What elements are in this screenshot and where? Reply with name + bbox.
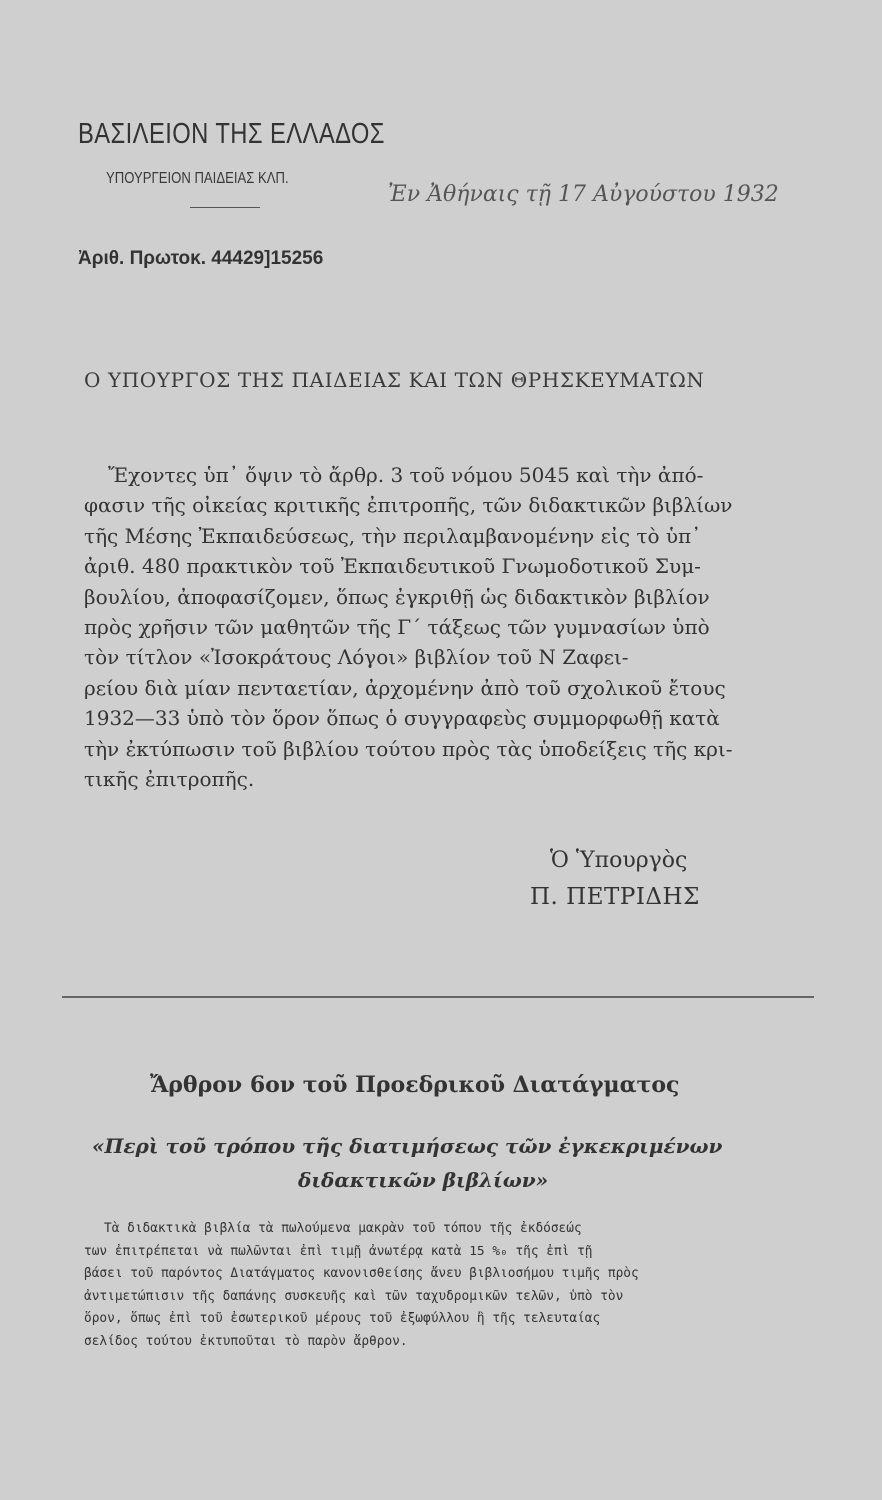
body-line: ρείου διὰ μίαν πενταετίαν, ἀρχομένην ἀπὸ τοῦ σχολικοῦ ἔτους xyxy=(84,675,726,700)
body-line: τῆς Μέσης Ἐκπαιδεύσεως, τὴν περιλαμβανομένην εἰς τὸ ὑπ᾽ xyxy=(84,523,702,548)
body-line: τὴν ἐκτύπωσιν τοῦ βιβλίου τούτου πρὸς τὰς ὑποδείξεις τῆς κρι- xyxy=(84,736,733,761)
body-line: τὸν τίτλον «Ἰσοκράτους Λόγοι» βιβλίον τοῦ Ν Ζαφει- xyxy=(84,645,629,670)
decree-body xyxy=(84,460,794,794)
signature-role: Ὁ Ὑπουργὸς xyxy=(550,848,688,873)
article-line: βάσει τοῦ παρόντος Διατάγματος κανονισθείσης ἄνευ βιβλιοσήμου τιμῆς πρὸς xyxy=(84,1266,639,1282)
body-line: Ἔχοντες ὑπ᾽ ὄψιν τὸ ἄρθρ. 3 τοῦ νόμου 5045 καὶ τὴν ἀπό- xyxy=(108,463,704,487)
body-line: φασιν τῆς οἰκείας κριτικῆς ἐπιτροπῆς, τῶν διδακτικῶν βιβλίων xyxy=(84,493,733,518)
ministry-name: ΥΠΟΥΡΓΕΙΟΝ ΠΑΙΔΕΙΑΣ ΚΛΠ. xyxy=(106,170,289,187)
decree-heading: Ο ΥΠΟΥΡΓΟΣ ΤΗΣ ΠΑΙΔΕΙΑΣ ΚΑΙ ΤΩΝ ΘΡΗΣΚΕΥΜΑΤΩΝ xyxy=(84,368,705,392)
body-line: τικῆς ἐπιτροπῆς. xyxy=(84,766,255,791)
article-line: ὅρον, ὅπως ἐπὶ τοῦ ἐσωτερικοῦ μέρους τοῦ ἐξωφύλλου ἢ τῆς τελευταίας xyxy=(84,1311,601,1327)
header-rule xyxy=(190,207,260,208)
article-line: ἀντιμετώπισιν τῆς δαπάνης συσκευῆς καὶ τῶν ταχυδρομικῶν τελῶν, ὑπὸ τὸν xyxy=(84,1288,624,1304)
kingdom-title: ΒΑΣΙΛΕΙΟΝ ΤΗΣ ΕΛΛΑΔΟΣ xyxy=(78,118,385,150)
article-subtitle-line2: διδακτικῶν βιβλίων» xyxy=(298,1168,549,1192)
article-line: σελίδος τούτου ἐκτυποῦται τὸ παρὸν ἄρθρον. xyxy=(84,1333,408,1349)
protocol-number: Ἀριθ. Πρωτοκ. 44429]15256 xyxy=(78,248,324,269)
article-line: των ἐπιτρέπεται νὰ πωλῶνται ἐπὶ τιμῇ ἀνωτέρᾳ κατὰ 15 %₀ τῆς ἐπὶ τῇ xyxy=(84,1243,593,1259)
body-line: πρὸς χρῆσιν τῶν μαθητῶν τῆς Γ´ τάξεως τῶν γυμνασίων ὑπὸ xyxy=(84,614,710,639)
article-text xyxy=(84,1218,804,1354)
article-line: Τὰ διδακτικὰ βιβλία τὰ πωλούμενα μακρὰν τοῦ τόπου τῆς ἐκδόσεώς xyxy=(104,1221,582,1236)
signature-name: Π. ΠΕΤΡΙΔΗΣ xyxy=(530,884,700,910)
article-subtitle-line1: «Περὶ τοῦ τρόπου τῆς διατιμήσεως τῶν ἐγκεκριμένων xyxy=(92,1134,723,1158)
dateline: Ἐν Ἀθήναις τῇ 17 Αὐγούστου 1932 xyxy=(388,182,779,207)
body-line: βουλίου, ἀποφασίζομεν, ὅπως ἐγκριθῇ ὡς διδακτικὸν βιβλίον xyxy=(84,584,710,609)
section-divider xyxy=(62,996,814,998)
article-title: Ἄρθρον 6ον τοῦ Προεδρικοῦ Διατάγματος xyxy=(150,1072,680,1098)
body-line: 1932—33 ὑπὸ τὸν ὅρον ὅπως ὁ συγγραφεὺς συμμορφωθῇ κατὰ xyxy=(84,706,720,731)
body-line: ἀριθ. 480 πρακτικὸν τοῦ Ἐκπαιδευτικοῦ Γνωμοδοτικοῦ Συμ- xyxy=(84,554,701,579)
